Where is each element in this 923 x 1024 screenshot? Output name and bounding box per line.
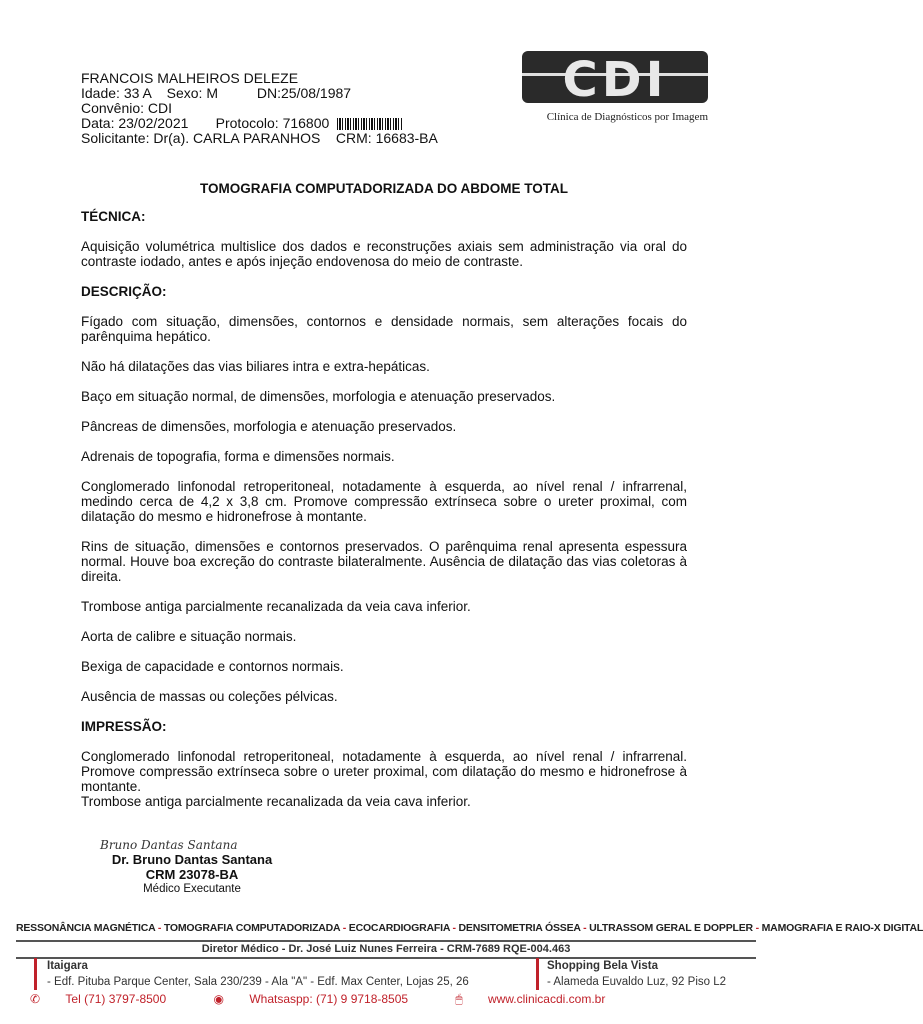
phone-icon: ✆	[30, 992, 41, 1006]
address-text: - Edf. Pituba Parque Center, Sala 230/239 - Ala "A" - Edf. Max Center, Lojas 25, 26	[47, 976, 469, 988]
address-bela-vista	[536, 958, 767, 990]
website-contact[interactable]	[455, 992, 627, 1007]
logo-subtitle: Clínica de Diagnósticos por Imagem	[546, 111, 708, 123]
address-title: Shopping Bela Vista	[547, 960, 658, 972]
phone-text: Tel (71) 3797-8500	[65, 992, 167, 1006]
service-item: ECOCARDIOGRAFIA	[348, 922, 450, 934]
patient-name: FRANCOIS MALHEIROS DELEZE	[81, 70, 299, 86]
descricao-paragraph: Rins de situação, dimensões e contornos preservados. O parênquima renal apresenta espessura normal. Houve boa excreção do contraste bilateralmente. Ausência de dilatação das vias coletoras à direita.	[81, 539, 687, 584]
physician-role: Médico Executante	[143, 883, 241, 895]
logo-text: CDI	[562, 52, 668, 108]
descricao-paragraph: Ausência de massas ou coleções pélvicas.	[81, 689, 338, 704]
service-item: RESSONÂNCIA MAGNÉTICA	[16, 922, 156, 934]
whatsapp-contact	[213, 992, 430, 1006]
cdi-logo-mark	[522, 47, 708, 109]
descricao-paragraph: Bexiga de capacidade e contornos normais.	[81, 659, 344, 674]
address-text: - Alameda Euvaldo Luz, 92 Piso L2	[547, 976, 727, 988]
descricao-paragraph: Fígado com situação, dimensões, contornos e densidade normais, sem alterações focais do parênquima hepático.	[81, 314, 687, 344]
signature-block	[100, 838, 284, 896]
medical-director: Diretor Médico - Dr. José Luiz Nunes Ferreira - CRM-7689 RQE-004.463	[16, 940, 756, 959]
whatsapp-icon: ◉	[213, 992, 224, 1006]
descricao-paragraph: Adrenais de topografia, forma e dimensões normais.	[81, 449, 395, 464]
physician-crm: CRM 23078-BA	[145, 867, 239, 882]
tecnica-text: Aquisição volumétrica multislice dos dados e reconstruções axiais sem administração via oral do contraste iodado, antes e após injeção endovenosa do meio de contraste.	[81, 239, 687, 269]
barcode	[337, 118, 403, 130]
service-item: ULTRASSOM GERAL E DOPPLER	[589, 922, 753, 934]
descricao-heading: DESCRIÇÃO:	[81, 284, 167, 299]
descricao-paragraph: Pâncreas de dimensões, morfologia e atenuação preservados.	[81, 419, 457, 434]
descricao-paragraph: Conglomerado linfonodal retroperitoneal, notadamente à esquerda, ao nível renal / infrarrenal, medindo cerca de 4,2 x 3,8 cm. Promove compressão extrínseca sobre o ureter proximal, com dilatação do mesmo e hidronefrose à montante.	[81, 479, 687, 524]
service-item: TOMOGRAFIA COMPUTADORIZADA	[163, 922, 341, 934]
website-link[interactable]: www.clinicacdi.com.br	[487, 992, 606, 1006]
services-strip: RESSONÂNCIA MAGNÉTICA - TOMOGRAFIA COMPUTADORIZADA - ECOCARDIOGRAFIA - DENSITOMETRIA ÓSSEA - ULTRASSOM GERAL E DOPPLER - MAMOGRAFIA E RAIO-X DIGITAL	[16, 922, 923, 934]
patient-insurance: Convênio: CDI	[81, 100, 173, 116]
address-title: Itaigara	[47, 960, 88, 972]
descricao-paragraph: Baço em situação normal, de dimensões, morfologia e atenuação preservados.	[81, 389, 556, 404]
whatsapp-text: Whatsaspp: (71) 9 9718-8505	[249, 992, 409, 1006]
impressao-heading: IMPRESSÃO:	[81, 719, 167, 734]
web-icon: 🖱	[455, 992, 463, 1006]
report-body	[81, 209, 687, 809]
physician-name: Dr. Bruno Dantas Santana	[111, 852, 273, 867]
descricao-paragraph: Não há dilatações das vias biliares intra e extra-hepáticas.	[81, 359, 430, 374]
service-item: DENSITOMETRIA ÓSSEA	[458, 922, 581, 934]
patient-header	[81, 71, 438, 146]
cdi-logo	[522, 47, 708, 123]
contact-bar	[30, 992, 750, 1007]
tecnica-heading: TÉCNICA:	[81, 209, 146, 224]
address-itaigara	[34, 958, 547, 990]
phone-contact	[30, 992, 188, 1006]
impressao-paragraph: Trombose antiga parcialmente recanalizada da veia cava inferior.	[81, 794, 471, 809]
exam-date-protocol: Data: 23/02/2021 Protocolo: 716800	[81, 116, 438, 131]
report-title: TOMOGRAFIA COMPUTADORIZADA DO ABDOME TOTAL	[200, 181, 568, 196]
descricao-paragraph: Trombose antiga parcialmente recanalizada da veia cava inferior.	[81, 599, 471, 614]
patient-age-sex-dob: Idade: 33 A Sexo: M DN:25/08/1987	[81, 85, 352, 101]
service-item: MAMOGRAFIA E RAIO-X DIGITAL	[761, 922, 923, 934]
requesting-physician: Solicitante: Dr(a). CARLA PARANHOS CRM: 16683-BA	[81, 130, 438, 146]
handwritten-signature: Bruno Dantas Santana	[100, 838, 238, 852]
descricao-paragraph: Aorta de calibre e situação normais.	[81, 629, 297, 644]
impressao-paragraph: Conglomerado linfonodal retroperitoneal, notadamente à esquerda, ao nível renal / infrarrenal. Promove compressão extrínseca sobre o ureter proximal, com dilatação do mesmo e hidronefrose à montante.	[81, 749, 687, 794]
